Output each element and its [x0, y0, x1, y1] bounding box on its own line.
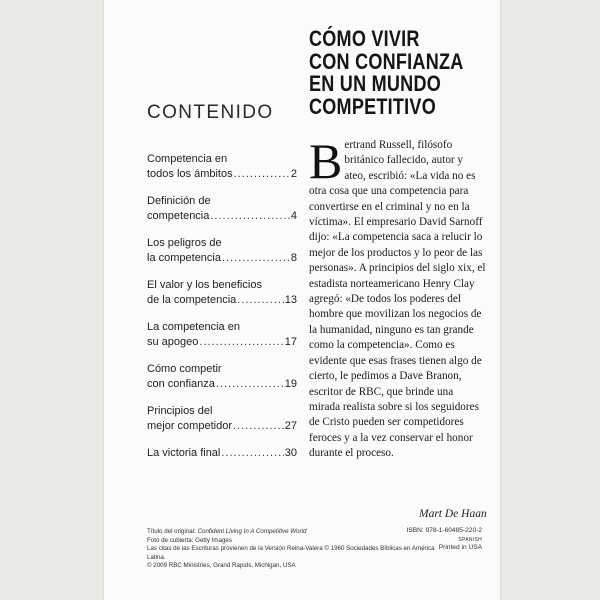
toc-item[interactable]: [147, 362, 297, 392]
copyright-line: © 2009 RBC Ministries, Grand Rapids, Michigan, USA: [147, 562, 296, 570]
article-title-line: CÓMO VIVIR: [309, 26, 420, 51]
author-signature: Mart De Haan: [419, 508, 487, 520]
article-title-line: COMPETITIVO: [309, 93, 436, 119]
toc-page-number: 4: [290, 210, 297, 222]
publication-credits: [147, 528, 447, 571]
toc-item-line2: de la competencia: [147, 294, 237, 306]
toc-page-number: 13: [284, 294, 297, 306]
toc-item-line2: con confianza: [147, 378, 215, 390]
original-title: Confident Living In A Competitive World: [197, 528, 307, 535]
toc-page-number: 19: [284, 378, 297, 390]
toc-item[interactable]: [147, 404, 297, 434]
toc-leader-dots: [216, 377, 284, 392]
toc-item-line1: La competencia en: [147, 321, 240, 333]
article-text: ertrand Russell, filósofo británico fallecido, autor y ateo, escribió: «La vida no es otra cosa que una competencia para convertirse en el criminal y no en la víctima». El empresario David Sarnoff dijo: «La competencia saca a relucir lo mejor de los productos y lo peor de las personas». A principios del siglo xix, el estadista norteamericano Henry Clay agregó: «De todos los poderes del hombre que movilizan los negocios de la humanidad, ninguno es tan grande como la competencia». Como es evidente que esas frases tienen algo de cierto, le pedimos a Dave Branon, escritor de RBC, que brinde una mirada realista sobre si los seguidores de Cristo pueden ser competidores feroces y a la vez conservar el honor durante el proceso.: [309, 139, 486, 460]
toc-page-number: 8: [290, 252, 297, 264]
booklet-page: [104, 0, 500, 600]
toc-item[interactable]: [147, 278, 297, 308]
toc-heading: CONTENIDO: [147, 102, 274, 123]
toc-item-line1: El valor y los beneficios: [147, 279, 262, 291]
toc-item-line1: Definición de: [147, 195, 211, 207]
scripture-note: Las citas de las Escrituras provienen de la Versión Reina-Valera © 1960 Sociedades Bíblicas en América Latina.: [147, 545, 435, 561]
toc-item-line2: todos los ámbitos: [147, 168, 233, 180]
toc-item[interactable]: [147, 152, 297, 182]
toc-item-line2: mejor competidor: [147, 420, 232, 432]
toc-page-number: 27: [284, 420, 297, 432]
table-of-contents: [147, 152, 297, 473]
article-title: [309, 28, 465, 118]
toc-leader-dots: [222, 251, 290, 266]
toc-leader-dots: [210, 209, 290, 224]
toc-item-line1: Principios del: [147, 405, 213, 417]
article-title-line: EN UN MUNDO: [309, 71, 441, 96]
toc-item[interactable]: [147, 446, 297, 461]
cover-photo-credit: Foto de cubierta: Getty Images: [147, 536, 232, 544]
toc-item[interactable]: [147, 194, 297, 224]
drop-cap: B: [309, 133, 343, 189]
toc-item-line2: la competencia: [147, 252, 221, 264]
toc-item-line1: Competencia en: [147, 153, 228, 165]
toc-page-number: 17: [284, 336, 297, 348]
toc-page-number: 2: [290, 168, 297, 180]
toc-page-number: 30: [284, 447, 297, 459]
printed-in: Printed in USA: [438, 544, 482, 552]
language-label: SPANISH: [458, 536, 482, 543]
toc-item-line2: competencia: [147, 210, 210, 222]
toc-leader-dots: [199, 335, 283, 350]
toc-leader-dots: [237, 293, 283, 308]
toc-leader-dots: [234, 167, 290, 182]
isbn-number: ISBN: 978-1-60485-220-2: [406, 527, 482, 534]
article-body: [309, 133, 487, 462]
toc-item-line2: su apogeo: [147, 336, 199, 348]
toc-item-line1: Los peligros de: [147, 237, 222, 249]
toc-item[interactable]: [147, 236, 297, 266]
isbn-block: [404, 527, 482, 553]
original-title-label: Título del original:: [147, 528, 198, 535]
toc-item[interactable]: [147, 320, 297, 350]
toc-item-line1: Cómo competir: [147, 363, 222, 375]
toc-leader-dots: [233, 419, 284, 434]
toc-item-line2: La victoria final: [147, 447, 221, 459]
toc-leader-dots: [221, 446, 283, 461]
article-title-line: CON CONFIANZA: [309, 48, 464, 74]
